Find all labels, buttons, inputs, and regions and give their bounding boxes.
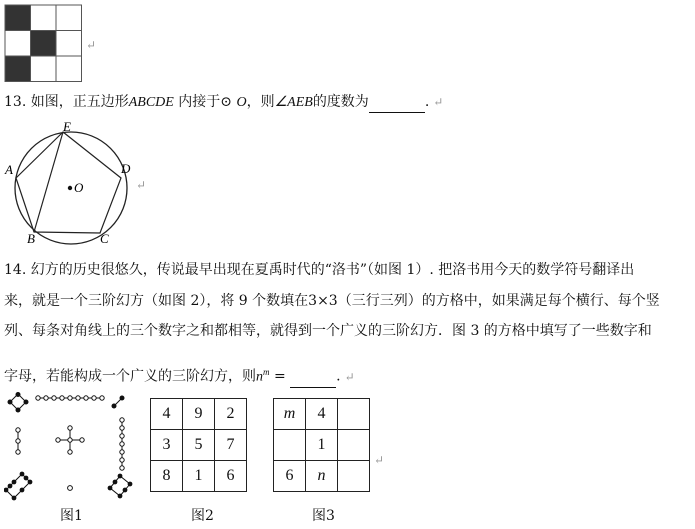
- luoshu-group-2: [112, 396, 125, 409]
- blank-cell: [56, 5, 82, 31]
- q14-line-1: 14. 幻方的历史很悠久，传说最早出现在夏禹时代的“洛书”（如图 1）. 把洛书用今天的数学符号翻译出: [4, 262, 635, 278]
- blank-cell: [5, 31, 31, 57]
- blank-cell: [56, 31, 82, 57]
- luoshu-group-7: [120, 418, 124, 470]
- q14-answer-blank[interactable]: [290, 373, 336, 388]
- luoshu-group-4: [8, 392, 29, 413]
- fig3-cell: [338, 430, 370, 461]
- q13-text-after: 的度数为: [312, 94, 369, 110]
- q13-circle-name: O: [236, 95, 247, 110]
- return-mark: ↵: [136, 178, 147, 192]
- fig3-cell: m: [274, 399, 306, 430]
- q14-expr-base: n: [256, 369, 263, 385]
- return-mark: ↵: [344, 369, 355, 384]
- q13-number: 13.: [4, 94, 27, 110]
- shaded-grid-svg: [4, 4, 82, 82]
- q13-period: .: [424, 94, 430, 110]
- fig2-cell: 1: [183, 461, 215, 492]
- q14-line-2: 来，就是一个三阶幻方（如图 2），将 9 个数填在3×3（三行三列）的方格中，如果满足每个横行、每个竖: [4, 293, 660, 309]
- question-13: [4, 92, 443, 113]
- shaded-cell: [5, 56, 31, 82]
- center-label-o: O: [74, 180, 84, 195]
- luoshu-group-1: [68, 486, 73, 491]
- luoshu-svg: [4, 392, 134, 502]
- pentagon-figure: [4, 122, 147, 252]
- luoshu-group-8: [4, 472, 32, 501]
- q14-line-4: [4, 362, 355, 388]
- fig2-cell: 7: [215, 430, 247, 461]
- q13-text-before: 如图，正五边形: [30, 94, 129, 110]
- blank-cell: [31, 5, 57, 31]
- q14-period: .: [336, 368, 341, 385]
- q13-angle: ∠AEB: [274, 95, 313, 110]
- figure-3-caption: 图3: [312, 508, 335, 524]
- luoshu-group-6: [108, 474, 133, 499]
- luoshu-group-5: [56, 426, 84, 454]
- q13-text-mid: 内接于: [178, 94, 221, 110]
- q13-pentagon-name: ABCDE: [128, 95, 174, 110]
- q14-line4-text: 字母，若能构成一个广义的三阶幻方，则: [4, 368, 256, 385]
- vertex-label-c: C: [100, 231, 109, 246]
- figure-1-luoshu: [4, 392, 134, 506]
- fig3-cell: 1: [306, 430, 338, 461]
- return-mark: ↵: [374, 453, 385, 467]
- fig2-cell: 8: [151, 461, 183, 492]
- fig3-cell: [274, 430, 306, 461]
- figure-3-magic-square: [273, 398, 370, 492]
- fig3-cell: [338, 399, 370, 430]
- fig2-cell: 4: [151, 399, 183, 430]
- luoshu-group-9: [36, 396, 104, 400]
- figure-1-caption: 图1: [60, 508, 83, 524]
- fig2-cell: 2: [215, 399, 247, 430]
- q14-line-3: 列、每条对角线上的三个数字之和都相等，就得到一个广义的三阶幻方．图 3 的方格中填写了一些数字和: [4, 323, 652, 339]
- center-point: [68, 186, 72, 190]
- return-mark: ↵: [86, 38, 97, 52]
- luoshu-group-3: [16, 428, 20, 454]
- q13-circle-symbol: ⊙: [220, 94, 233, 110]
- pentagon-shape: [16, 132, 121, 233]
- shaded-cell: [31, 31, 57, 57]
- fig2-cell: 3: [151, 430, 183, 461]
- q13-answer-blank[interactable]: [369, 98, 425, 113]
- vertex-label-b: B: [27, 231, 35, 246]
- q13-text-mid2: ，则: [246, 94, 275, 110]
- blank-cell: [31, 56, 57, 82]
- q14-equals: =: [273, 368, 286, 385]
- pentagon-svg: [4, 122, 147, 248]
- fig2-cell: 6: [215, 461, 247, 492]
- figure-2-magic-square: [150, 398, 247, 492]
- figure-2-caption: 图2: [191, 508, 214, 524]
- vertex-label-e: E: [63, 122, 71, 134]
- shaded-cell: [5, 5, 31, 31]
- q14-expr-exponent: m: [263, 367, 270, 377]
- fig3-cell: n: [306, 461, 338, 492]
- fig3-cell: 6: [274, 461, 306, 492]
- shaded-grid: [4, 4, 82, 86]
- fig3-cell: [338, 461, 370, 492]
- vertex-label-a: A: [5, 162, 13, 177]
- vertex-label-d: D: [121, 161, 131, 176]
- blank-cell: [56, 56, 82, 82]
- fig3-cell: 4: [306, 399, 338, 430]
- return-mark: ↵: [433, 95, 444, 109]
- fig2-cell: 9: [183, 399, 215, 430]
- fig2-cell: 5: [183, 430, 215, 461]
